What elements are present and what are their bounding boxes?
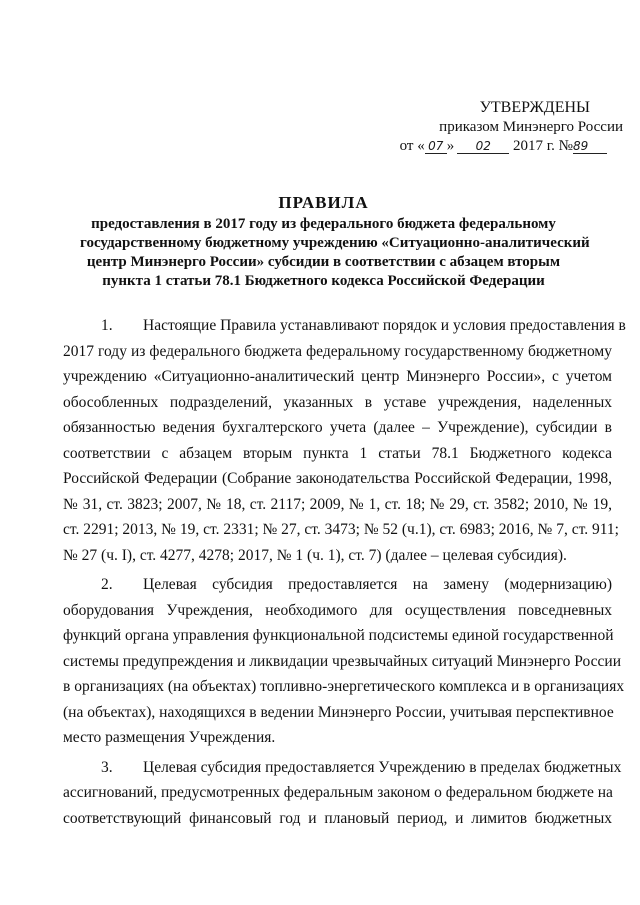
paragraph-3 (63, 755, 622, 832)
line-text: Целевая субсидия предоставляется на замену (модернизацию) (143, 576, 612, 593)
document-body (63, 313, 626, 831)
handwritten-day: 07 (425, 139, 447, 154)
paragraph-line: оборудования Учреждения, необходимого для осуществления повседневных (63, 601, 612, 619)
paragraph-line (63, 572, 612, 598)
paragraph-number: 3. (101, 758, 113, 776)
year-text: 2017 г. № (512, 138, 573, 154)
approval-stamp (393, 98, 623, 157)
paragraph-line: № 27 (ч. I), ст. 4277, 4278; 2017, № 1 (ч. 1), ст. 7) (далее – целевая субсидия). (63, 546, 567, 564)
paragraph-2 (63, 572, 625, 751)
paragraph-line: 2017 году из федерального бюджета федеральному государственному бюджетному (63, 342, 612, 360)
approval-title: УТВЕРЖДЕНЫ (479, 99, 590, 116)
paragraph-line: № 31, ст. 3823; 2007, № 18, ст. 2117; 2009, № 1, ст. 18; № 29, ст. 3582; 2010, № 19, (63, 495, 612, 513)
paragraph-line: (на объектах), находящихся в ведении Минэнерго России, учитывая перспективное (63, 703, 614, 721)
paragraph-line: в организациях (на объектах) топливно-энергетического комплекса и в организациях (63, 678, 625, 695)
paragraph-number: 1. (101, 317, 113, 334)
order-date-line (393, 137, 623, 157)
approval-issuer: приказом Минэнерго России (439, 118, 623, 135)
paragraph-line: ассигнований, предусмотренных федеральным законом о федеральном бюджете на (63, 784, 613, 801)
paragraph-line: ст. 2291; 2013, № 19, ст. 2331; № 27, ст. 3473; № 52 (ч.1), ст. 6983; 2016, № 7, ст. 911; (63, 521, 619, 538)
paragraph-line: системы предупреждения и ликвидации чрезвычайных ситуаций Минэнерго России (63, 652, 621, 670)
handwritten-month: 02 (457, 139, 509, 154)
paragraph-1 (63, 313, 626, 568)
paragraph-line (63, 755, 622, 781)
paragraph-line: обязанностью ведения бухгалтерского учета (далее – Учреждение), субсидии в (63, 419, 612, 436)
subtitle-line: предоставления в 2017 году из федерального бюджета федеральному (91, 216, 556, 232)
subtitle-line: государственному бюджетному учреждению «Ситуационно-аналитический (80, 235, 590, 251)
subtitle-line: пункта 1 статьи 78.1 Бюджетного кодекса Российской Федерации (102, 273, 545, 289)
paragraph-line: Российской Федерации (Собрание законодательства Российской Федерации, 1998, (63, 470, 612, 487)
line-text: Целевая субсидия предоставляется Учреждению в пределах бюджетных (143, 758, 622, 776)
document-title: ПРАВИЛА (278, 193, 369, 212)
handwritten-order-number: 89 (573, 139, 607, 154)
line-text: Настоящие Правила устанавливают порядок и условия предоставления в (143, 317, 626, 334)
paragraph-line: функций органа управления функциональной подсистемы единой государственной (63, 627, 614, 644)
paragraph-line: соответствующий финансовый год и плановый период, и лимитов бюджетных (63, 809, 612, 827)
subtitle-line: центр Минэнерго России» субсидии в соответствии с абзацем вторым (86, 254, 561, 270)
paragraph-line: соответствии с абзацем вторым пункта 1 статьи 78.1 Бюджетного кодекса (63, 444, 612, 462)
paragraph-number: 2. (101, 576, 113, 593)
date-prefix: от « (399, 138, 425, 154)
paragraph-line: учреждению «Ситуационно-аналитический центр Минэнерго России», с учетом (63, 368, 612, 385)
paragraph-line (63, 313, 626, 339)
date-close: » (446, 138, 455, 154)
paragraph-line: обособленных подразделений, указанных в уставе учреждения, наделенных (63, 393, 612, 411)
paragraph-line: место размещения Учреждения. (63, 729, 276, 746)
document-header (80, 192, 590, 291)
document-subtitle (80, 215, 590, 291)
